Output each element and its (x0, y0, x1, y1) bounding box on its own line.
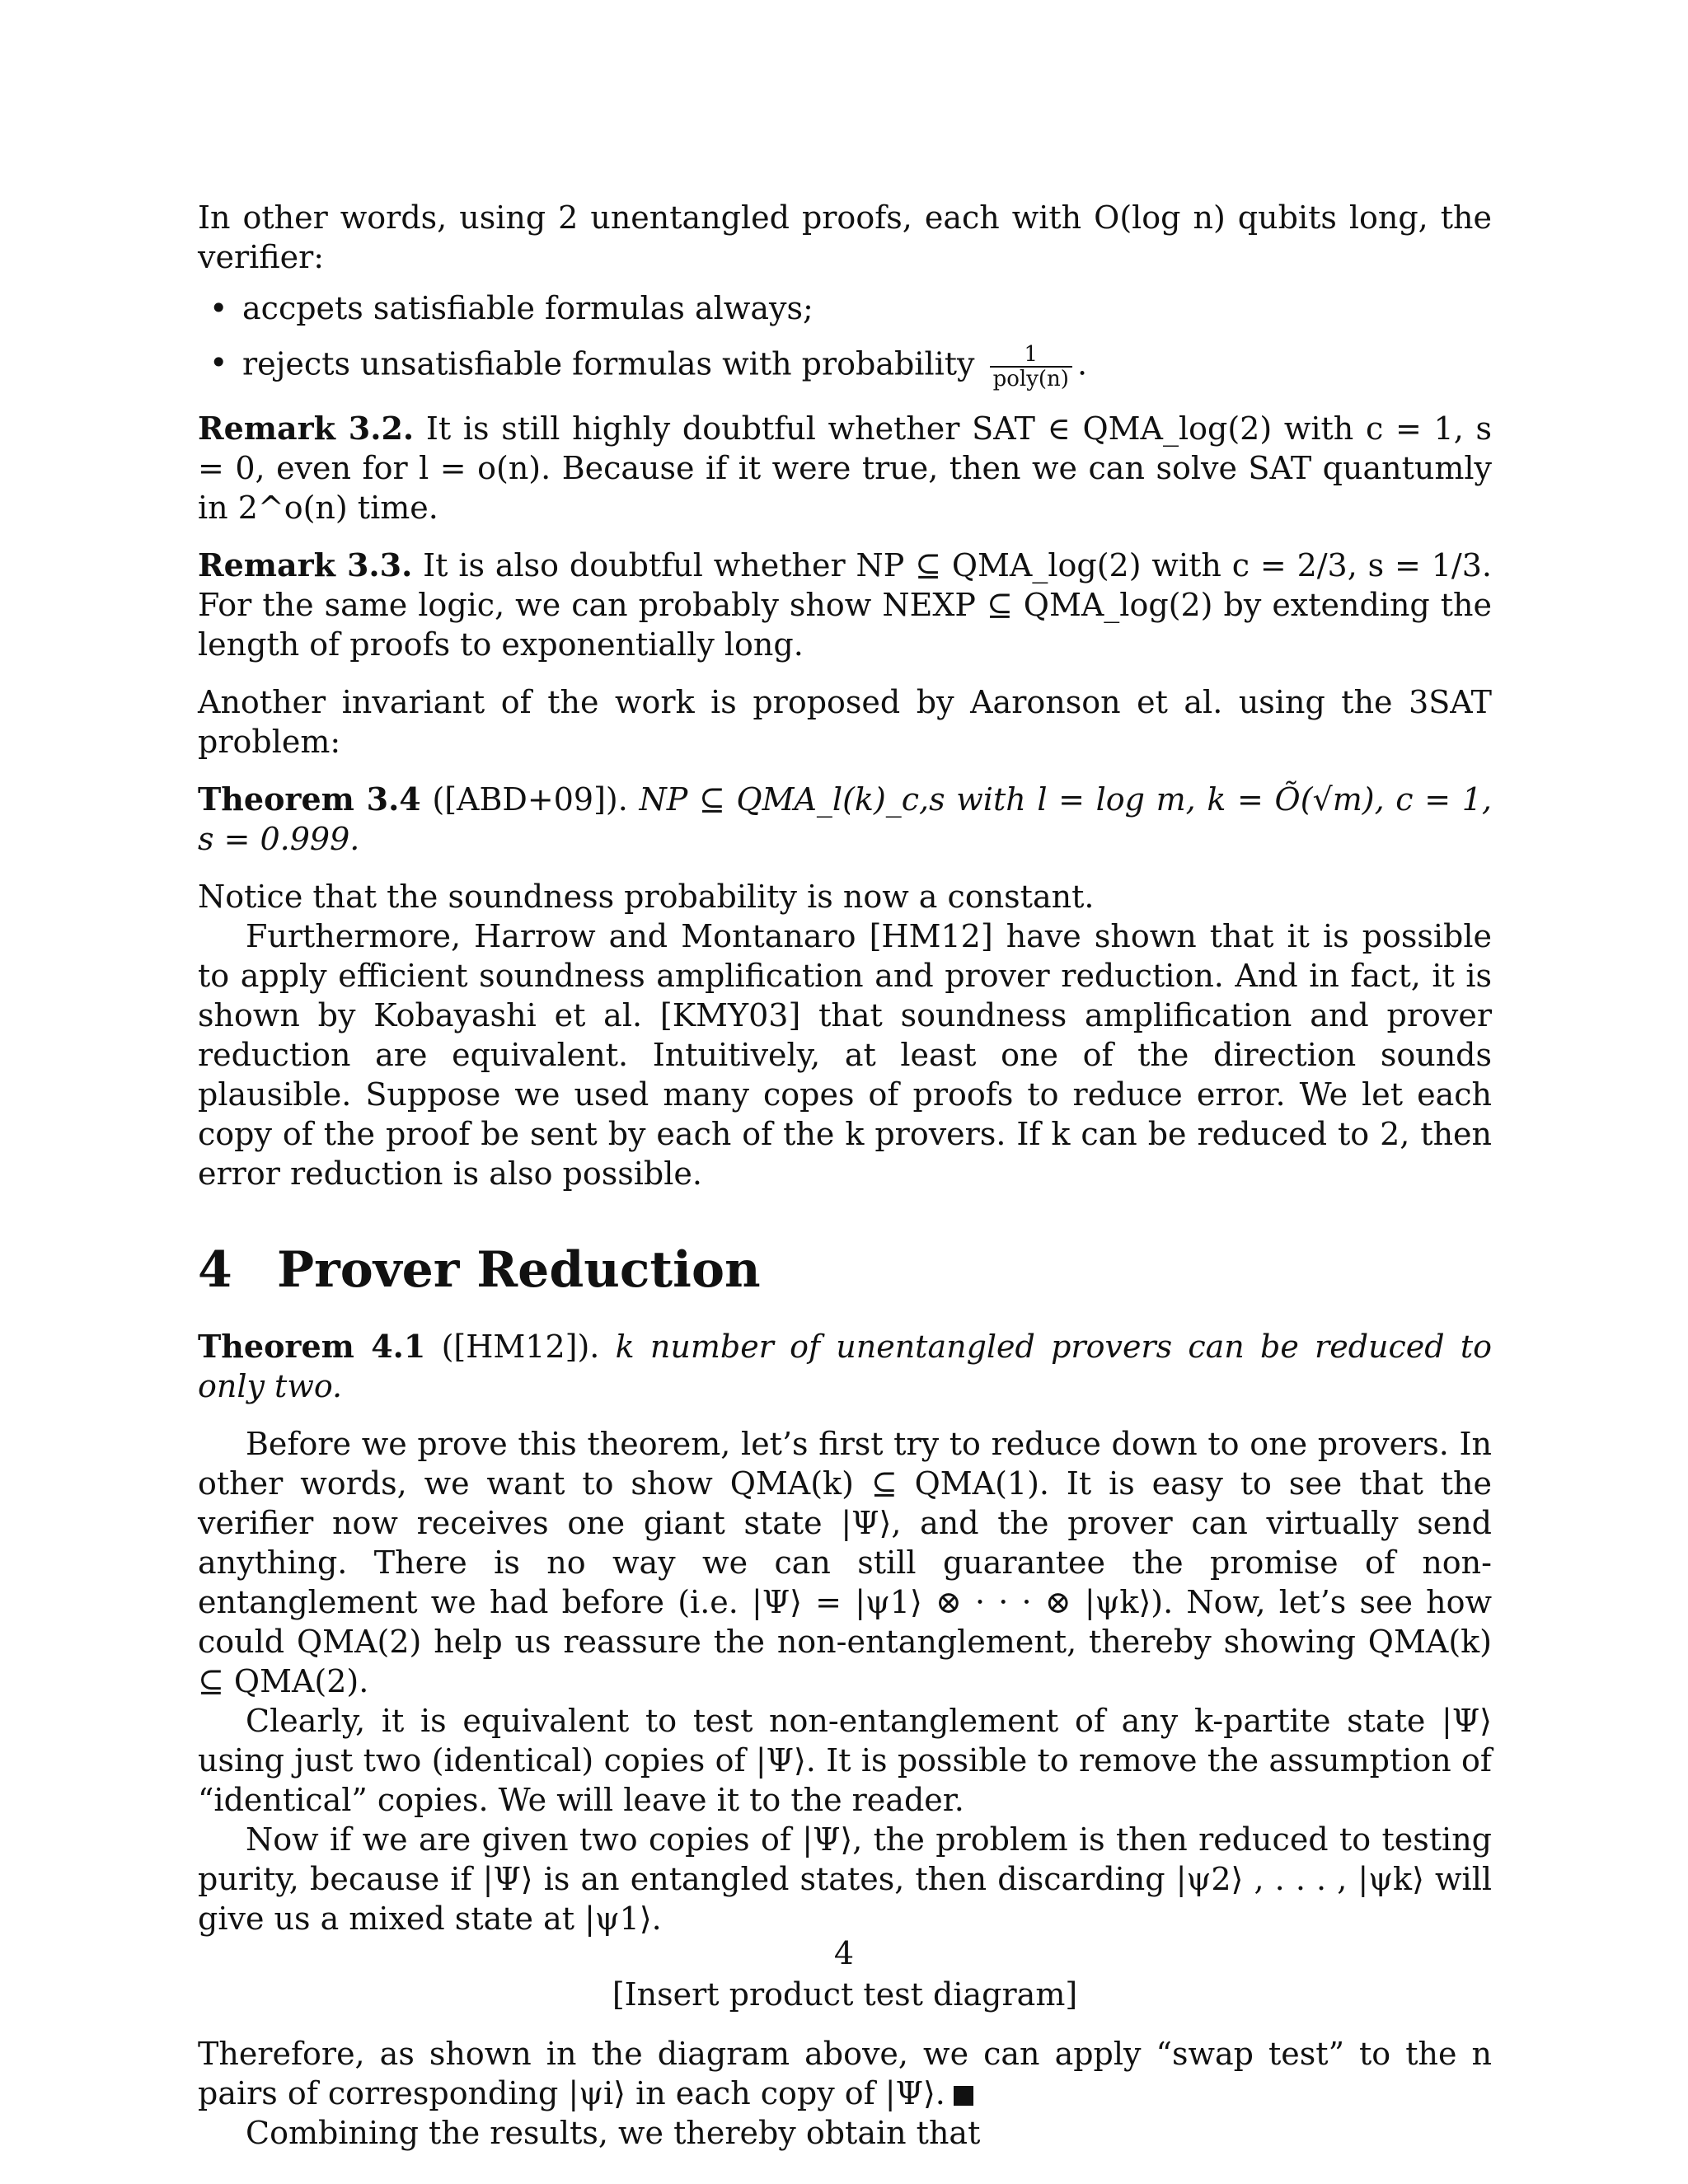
theorem-4-1-citation: ([HM12]). (441, 1329, 600, 1365)
theorem-4-1-label: Theorem 4.1 (198, 1328, 426, 1365)
proof-paragraph-2: Clearly, it is equivalent to test non-entanglement of any k-partite state |Ψ⟩ using just two (identical) copies of |Ψ⟩. It is possible to remove the assumption of “identical” copies. We will leave it to the reader. (198, 1703, 1492, 1818)
theorem-3-4-citation: ([ABD+09]). (432, 781, 628, 818)
remark-3-3-text: It is also doubtful whether NP ⊆ QMA_log(2) with c = 2/3, s = 1/3. For the same logic, we can probably show NEXP ⊆ QMA_log(2) by extending the length of proofs to exponentially long. (198, 547, 1492, 663)
fraction-numerator: 1 (990, 343, 1072, 368)
qed-square-icon (954, 2086, 973, 2106)
proof-paragraph-1: Before we prove this theorem, let’s first try to reduce down to one provers. In other words, we want to show QMA(k) ⊆ QMA(1). It is easy to see that the verifier now receives one giant state |Ψ⟩, and the prover can virtually send anything. There is no way we can still guarantee the promise of non-entanglement we had before (i.e. |Ψ⟩ = |ψ1⟩ ⊗ · · · ⊗ |ψk⟩). Now, let’s see how could QMA(2) help us reassure the non-entanglement, thereby showing QMA(k) ⊆ QMA(2). (198, 1426, 1492, 1699)
remark-3-2-text: It is still highly doubtful whether SAT ∈ QMA_log(2) with c = 1, s = 0, even for l = o(n). Because if it were true, then we can solve SAT quantumly in 2^o(n) time. (198, 410, 1492, 526)
remark-3-3 (198, 546, 1492, 664)
remark-3-3-label: Remark 3.3. (198, 546, 413, 583)
proof-paragraph-5: Combining the results, we thereby obtain that (246, 2115, 981, 2151)
section-heading (198, 1241, 1492, 1299)
theorem-3-4 (198, 780, 1492, 859)
remark-3-2 (198, 409, 1492, 527)
section-number: 4 (198, 1241, 232, 1299)
theorem-3-4-statement: NP ⊆ QMA_l(k)_c,s with l = log m, k = Õ(√m), c = 1, s = 0.999. (198, 781, 1492, 857)
theorem-4-1-statement: k number of unentangled provers can be reduced to only two. (198, 1329, 1492, 1404)
notice-paragraph: Notice that the soundness probability is now a constant. (198, 879, 1095, 915)
bullet-item-rejects-text: rejects unsatisfiable formulas with probability (242, 345, 975, 382)
probability-fraction (990, 343, 1072, 391)
verifier-bullet-list (198, 288, 1492, 391)
intro-paragraph: In other words, using 2 unentangled proofs, each with O(log n) qubits long, the verifier: (198, 199, 1492, 275)
remark-3-2-label: Remark 3.2. (198, 410, 415, 447)
page-number: 4 (833, 1935, 855, 1971)
invariant-intro: Another invariant of the work is proposed by Aaronson et al. using the 3SAT problem: (198, 684, 1492, 760)
proof-paragraph-4 (198, 2034, 1492, 2113)
proof-paragraph-4-text: Therefore, as shown in the diagram above, we can apply “swap test” to the n pairs of corresponding |ψi⟩ in each copy of |Ψ⟩. (198, 2036, 1492, 2111)
fraction-denominator: poly(n) (992, 367, 1069, 391)
bullet-item-rejects: • rejects unsatisfiable formulas with probability $\frac{1}{\text{poly(n)}}$ . (242, 343, 1492, 391)
furthermore-paragraph: Furthermore, Harrow and Montanaro [HM12] have shown that it is possible to apply efficient soundness amplification and prover reduction. And in fact, it is shown by Kobayashi et al. [KMY03] that soundness amplification and prover reduction are equivalent. Intuitively, at least one of the direction sounds plausible. Suppose we used many copes of proofs to reduce error. We let each copy of the proof be sent by each of the k provers. If k can be reduced to 2, then error reduction is also possible. (198, 918, 1492, 1192)
bullet-item-accepts: • accpets satisfiable formulas always; (242, 288, 1492, 328)
page-body (198, 198, 1492, 2153)
section-title: Prover Reduction (277, 1241, 761, 1299)
theorem-3-4-label: Theorem 3.4 (198, 780, 421, 818)
proof-paragraph-3: Now if we are given two copies of |Ψ⟩, the problem is then reduced to testing purity, because if |Ψ⟩ is an entangled states, then discarding |ψ2⟩ , . . . , |ψk⟩ will give us a mixed state at |ψ1⟩. (198, 1821, 1492, 1937)
diagram-placeholder: [Insert product test diagram] (612, 1976, 1078, 2013)
theorem-4-1 (198, 1327, 1492, 1406)
